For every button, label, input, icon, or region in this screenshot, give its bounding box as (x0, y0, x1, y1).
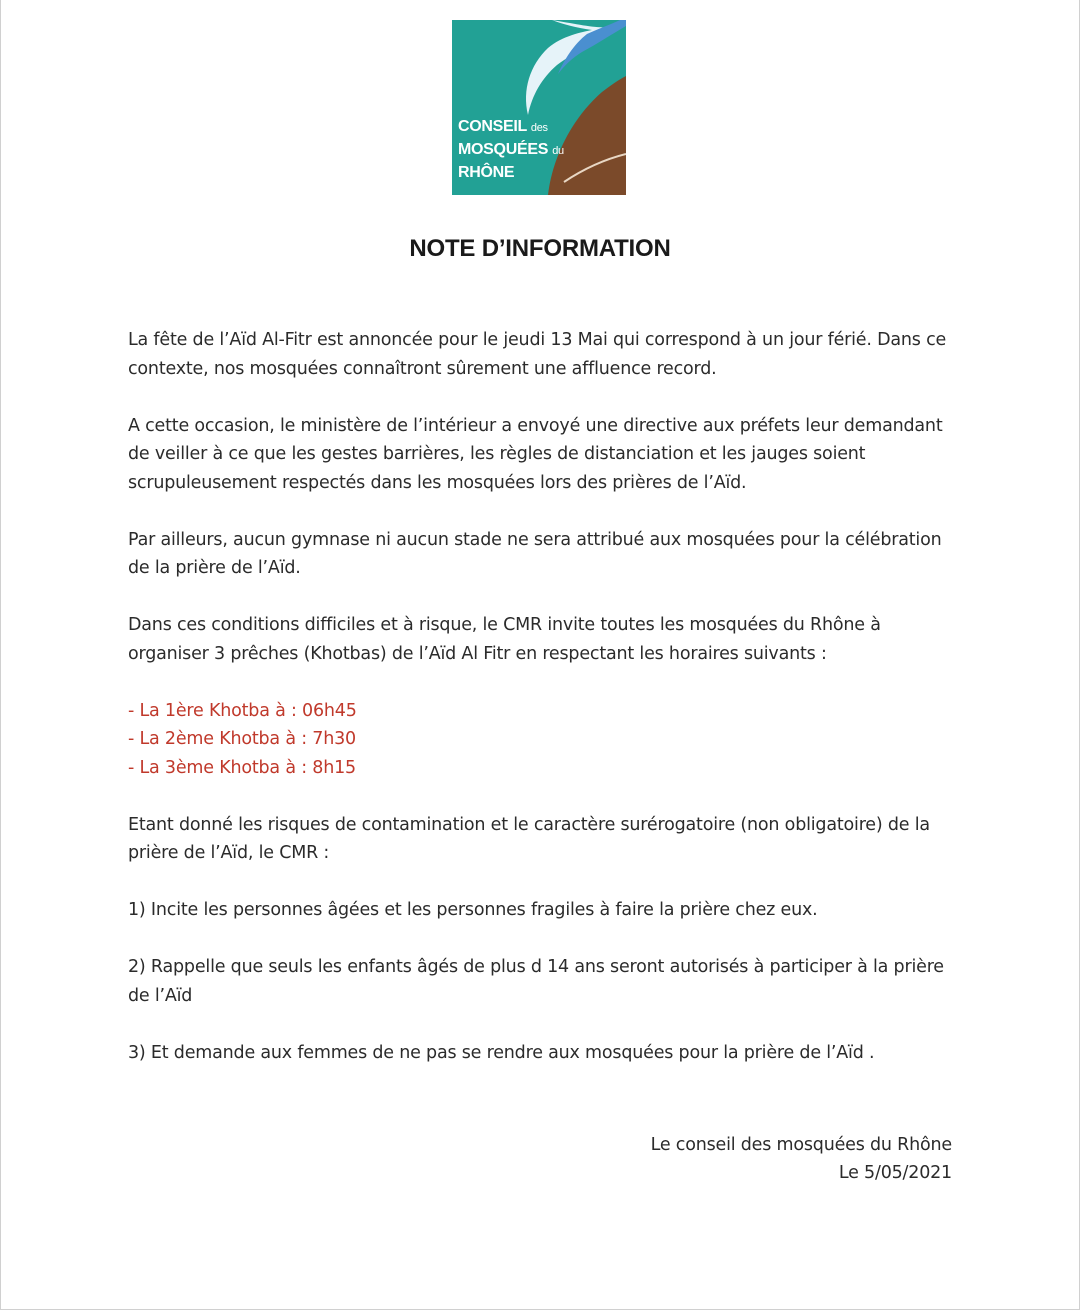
logo-line2: MOSQUÉES (458, 141, 549, 158)
logo-line3: RHÔNE (458, 164, 515, 181)
logo-line2-small: du (552, 145, 564, 157)
paragraph-3: Par ailleurs, aucun gymnase ni aucun stade ne sera attribué aux mosquées pour la célébration de la prière de l’Aïd. (128, 529, 942, 578)
khotba-schedule (128, 697, 958, 783)
point-1: 1) Incite les personnes âgées et les personnes fragiles à faire la prière chez eux. (128, 900, 818, 920)
schedule-item: - La 2ème Khotba à : 7h30 (128, 729, 356, 749)
signature-name: Le conseil des mosquées du Rhône (650, 1135, 952, 1155)
logo-text (458, 116, 568, 183)
document-body (128, 326, 958, 1096)
schedule-item: - La 3ème Khotba à : 8h15 (128, 757, 356, 778)
paragraph-1: La fête de l’Aïd Al-Fitr est annoncée pour le jeudi 13 Mai qui correspond à un jour férié. Dans ce contexte, nos mosquées connaîtront sûrement une affluence record. (128, 330, 947, 379)
point-3: 3) Et demande aux femmes de ne pas se rendre aux mosquées pour la prière de l’Aïd . (128, 1042, 875, 1063)
page-title: NOTE D’INFORMATION (409, 235, 671, 262)
paragraph-4: Dans ces conditions difficiles et à risque, le CMR invite toutes les mosquées du Rhône à organiser 3 prêches (Khotbas) de l’Aïd Al Fitr en respectant les horaires suivants : (128, 615, 881, 664)
logo-line1-small: des (530, 122, 548, 134)
schedule-item: - La 1ère Khotba à : 06h45 (128, 700, 357, 721)
paragraph-2: A cette occasion, le ministère de l’intérieur a envoyé une directive aux préfets leur demandant de veiller à ce que les gestes barrières, les règles de distanciation et les jauges soient scrupuleusement respectés dans les mosquées lors des prières de l’Aïd. (128, 415, 943, 493)
point-2: 2) Rappelle que seuls les enfants âgés de plus d 14 ans seront autorisés à participer à la prière de l’Aïd (128, 957, 944, 1006)
signature-date: Le 5/05/2021 (838, 1163, 952, 1183)
paragraph-5: Etant donné les risques de contamination et le caractère surérogatoire (non obligatoire) de la prière de l’Aïd, le CMR : (128, 814, 930, 863)
logo (452, 20, 626, 195)
signature (651, 1131, 952, 1187)
logo-line1: CONSEIL (458, 118, 527, 135)
